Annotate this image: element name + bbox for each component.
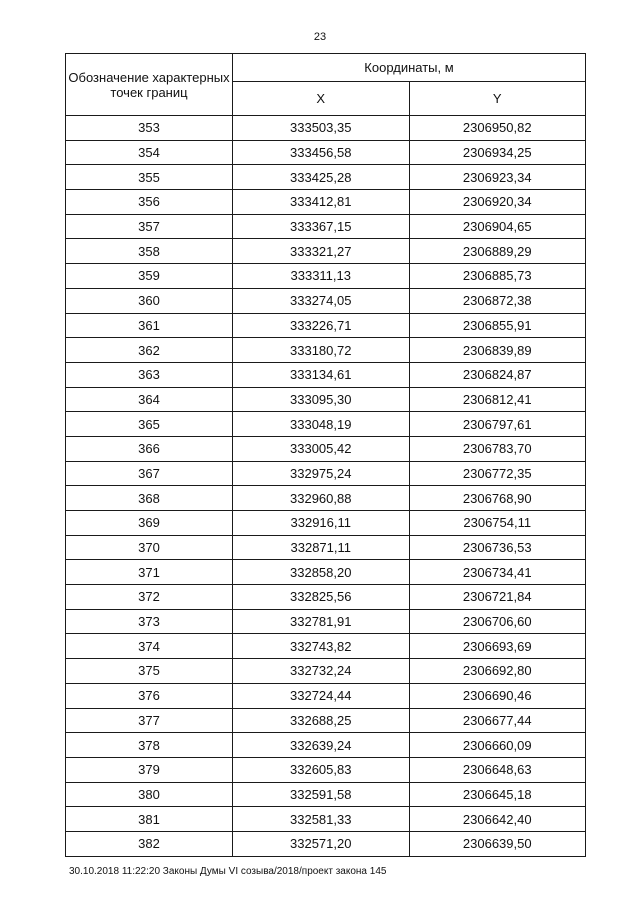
point-cell: 368 <box>66 486 233 511</box>
point-cell: 376 <box>66 683 233 708</box>
y-cell: 2306677,44 <box>409 708 586 733</box>
x-cell: 332571,20 <box>233 831 410 856</box>
y-cell: 2306736,53 <box>409 535 586 560</box>
point-cell: 381 <box>66 807 233 832</box>
point-cell: 363 <box>66 362 233 387</box>
header-point-designation: Обозначение характерных точек границ <box>66 54 233 116</box>
y-cell: 2306950,82 <box>409 116 586 141</box>
table-row <box>66 511 586 536</box>
point-cell: 361 <box>66 313 233 338</box>
table-row <box>66 461 586 486</box>
x-cell: 333456,58 <box>233 140 410 165</box>
point-cell: 366 <box>66 436 233 461</box>
y-cell: 2306923,34 <box>409 165 586 190</box>
point-cell: 358 <box>66 239 233 264</box>
x-cell: 332858,20 <box>233 560 410 585</box>
coordinates-table <box>65 53 586 857</box>
table-row <box>66 165 586 190</box>
y-cell: 2306783,70 <box>409 436 586 461</box>
x-cell: 333311,13 <box>233 264 410 289</box>
table-row <box>66 733 586 758</box>
y-cell: 2306839,89 <box>409 338 586 363</box>
header-row <box>66 54 586 82</box>
table-row <box>66 683 586 708</box>
table-row <box>66 338 586 363</box>
y-cell: 2306642,40 <box>409 807 586 832</box>
y-cell: 2306768,90 <box>409 486 586 511</box>
y-cell: 2306660,09 <box>409 733 586 758</box>
table-row <box>66 757 586 782</box>
x-cell: 333134,61 <box>233 362 410 387</box>
y-cell: 2306904,65 <box>409 214 586 239</box>
table-row <box>66 116 586 141</box>
y-cell: 2306855,91 <box>409 313 586 338</box>
page-number: 23 <box>313 31 327 43</box>
point-cell: 369 <box>66 511 233 536</box>
table-row <box>66 535 586 560</box>
y-cell: 2306797,61 <box>409 412 586 437</box>
table-row <box>66 387 586 412</box>
table-row <box>66 831 586 856</box>
footer-stamp: 30.10.2018 11:22:20 Законы Думы VI созыва/2018/проект закона 145 <box>69 866 387 877</box>
x-cell: 332825,56 <box>233 585 410 610</box>
point-cell: 362 <box>66 338 233 363</box>
x-cell: 332960,88 <box>233 486 410 511</box>
header-coordinates: Координаты, м <box>233 54 586 82</box>
y-cell: 2306824,87 <box>409 362 586 387</box>
table-row <box>66 140 586 165</box>
point-cell: 370 <box>66 535 233 560</box>
point-cell: 372 <box>66 585 233 610</box>
point-cell: 379 <box>66 757 233 782</box>
point-cell: 355 <box>66 165 233 190</box>
point-cell: 364 <box>66 387 233 412</box>
point-cell: 377 <box>66 708 233 733</box>
header-y: Y <box>409 82 586 116</box>
point-cell: 359 <box>66 264 233 289</box>
table-row <box>66 362 586 387</box>
table-row <box>66 609 586 634</box>
point-cell: 374 <box>66 634 233 659</box>
table-row <box>66 412 586 437</box>
x-cell: 332975,24 <box>233 461 410 486</box>
y-cell: 2306639,50 <box>409 831 586 856</box>
table-row <box>66 486 586 511</box>
point-cell: 354 <box>66 140 233 165</box>
x-cell: 332591,58 <box>233 782 410 807</box>
y-cell: 2306648,63 <box>409 757 586 782</box>
x-cell: 332871,11 <box>233 535 410 560</box>
y-cell: 2306734,41 <box>409 560 586 585</box>
table-row <box>66 708 586 733</box>
x-cell: 333503,35 <box>233 116 410 141</box>
table-row <box>66 782 586 807</box>
table-row <box>66 807 586 832</box>
y-cell: 2306645,18 <box>409 782 586 807</box>
x-cell: 333321,27 <box>233 239 410 264</box>
x-cell: 333226,71 <box>233 313 410 338</box>
table-row <box>66 313 586 338</box>
table-row <box>66 264 586 289</box>
table-row <box>66 288 586 313</box>
y-cell: 2306885,73 <box>409 264 586 289</box>
x-cell: 332688,25 <box>233 708 410 733</box>
y-cell: 2306872,38 <box>409 288 586 313</box>
point-cell: 371 <box>66 560 233 585</box>
point-cell: 357 <box>66 214 233 239</box>
x-cell: 332724,44 <box>233 683 410 708</box>
point-cell: 382 <box>66 831 233 856</box>
point-cell: 356 <box>66 190 233 215</box>
y-cell: 2306812,41 <box>409 387 586 412</box>
y-cell: 2306692,80 <box>409 659 586 684</box>
x-cell: 333048,19 <box>233 412 410 437</box>
table-row <box>66 190 586 215</box>
y-cell: 2306690,46 <box>409 683 586 708</box>
x-cell: 333005,42 <box>233 436 410 461</box>
x-cell: 332732,24 <box>233 659 410 684</box>
x-cell: 333412,81 <box>233 190 410 215</box>
table-row <box>66 436 586 461</box>
x-cell: 333274,05 <box>233 288 410 313</box>
y-cell: 2306934,25 <box>409 140 586 165</box>
x-cell: 332743,82 <box>233 634 410 659</box>
x-cell: 333425,28 <box>233 165 410 190</box>
table-row <box>66 239 586 264</box>
point-cell: 367 <box>66 461 233 486</box>
y-cell: 2306889,29 <box>409 239 586 264</box>
header-x: X <box>233 82 410 116</box>
table-row <box>66 560 586 585</box>
point-cell: 360 <box>66 288 233 313</box>
table-body <box>66 116 586 857</box>
point-cell: 380 <box>66 782 233 807</box>
point-cell: 373 <box>66 609 233 634</box>
x-cell: 332581,33 <box>233 807 410 832</box>
table-row <box>66 214 586 239</box>
y-cell: 2306772,35 <box>409 461 586 486</box>
table-row <box>66 634 586 659</box>
y-cell: 2306693,69 <box>409 634 586 659</box>
point-cell: 375 <box>66 659 233 684</box>
table-header <box>66 54 586 116</box>
table-row <box>66 585 586 610</box>
x-cell: 333095,30 <box>233 387 410 412</box>
point-cell: 353 <box>66 116 233 141</box>
y-cell: 2306721,84 <box>409 585 586 610</box>
y-cell: 2306706,60 <box>409 609 586 634</box>
x-cell: 332781,91 <box>233 609 410 634</box>
x-cell: 332916,11 <box>233 511 410 536</box>
point-cell: 378 <box>66 733 233 758</box>
x-cell: 332639,24 <box>233 733 410 758</box>
x-cell: 333367,15 <box>233 214 410 239</box>
x-cell: 332605,83 <box>233 757 410 782</box>
x-cell: 333180,72 <box>233 338 410 363</box>
point-cell: 365 <box>66 412 233 437</box>
table-row <box>66 659 586 684</box>
y-cell: 2306920,34 <box>409 190 586 215</box>
y-cell: 2306754,11 <box>409 511 586 536</box>
